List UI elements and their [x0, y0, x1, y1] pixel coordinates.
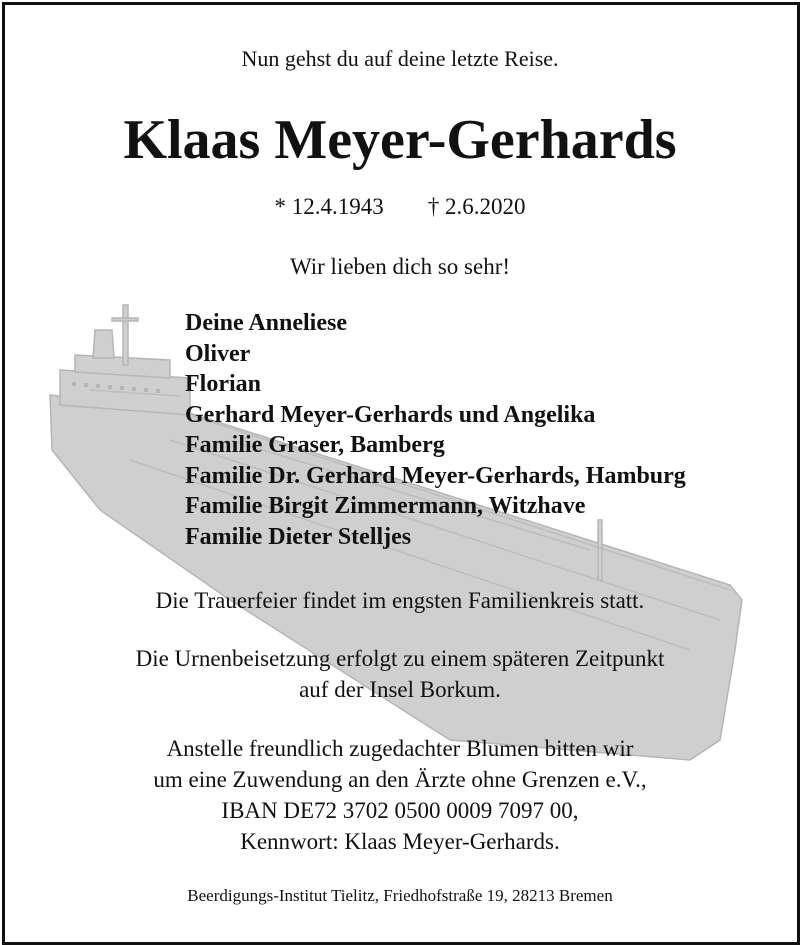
life-dates — [0, 194, 800, 220]
mourner-item: Familie Graser, Bamberg — [185, 432, 445, 458]
donation-line: Anstelle freundlich zugedachter Blumen bitten wir — [166, 736, 634, 761]
burial-line: Die Urnenbeisetzung erfolgt zu einem späteren Zeitpunkt — [135, 646, 665, 671]
deceased-name: Klaas Meyer-Gerhards — [123, 109, 677, 171]
funeral-home-footer: Beerdigungs-Institut Tielitz, Friedhofstraße 19, 28213 Bremen — [187, 886, 613, 905]
mourner-item: Deine Anneliese — [185, 310, 347, 336]
mourner-item: Oliver — [185, 340, 251, 367]
mourner-item: Florian — [185, 371, 261, 397]
donation-info — [0, 733, 800, 857]
mourners-list — [185, 308, 686, 552]
funeral-info: Die Trauerfeier findet im engsten Familienkreis statt. — [155, 588, 645, 613]
burial-line: auf der Insel Borkum. — [299, 677, 501, 702]
mourner-item: Familie Dr. Gerhard Meyer-Gerhards, Hamburg — [185, 462, 686, 489]
mourner-item: Gerhard Meyer-Gerhards und Angelika — [185, 401, 596, 428]
donation-line: um eine Zuwendung an den Ärzte ohne Grenzen e.V., — [153, 767, 647, 792]
keyword-line: Kennwort: Klaas Meyer-Gerhards. — [240, 829, 560, 854]
birth-date: * 12.4.1943 — [274, 194, 384, 219]
mourner-item: Familie Birgit Zimmermann, Witzhave — [185, 493, 586, 519]
love-line: Wir lieben dich so sehr! — [289, 254, 511, 279]
mourner-item: Familie Dieter Stelljes — [185, 523, 412, 550]
iban-line: IBAN DE72 3702 0500 0009 7097 00, — [221, 798, 579, 823]
intro-line: Nun gehst du auf deine letzte Reise. — [241, 46, 559, 71]
death-date: † 2.6.2020 — [427, 194, 526, 219]
burial-info — [0, 643, 800, 705]
